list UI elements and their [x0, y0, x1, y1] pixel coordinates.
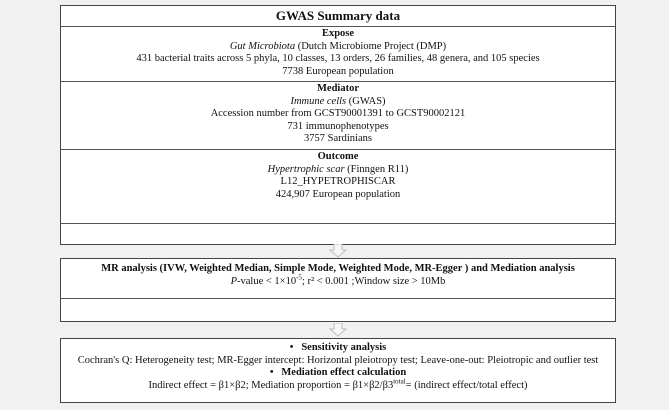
- mr-criteria: [61, 273, 615, 289]
- outcome-source: [61, 164, 615, 177]
- outcome-source-italic: Hypertrophic scar: [267, 163, 345, 175]
- formula-sup: total: [393, 377, 406, 386]
- gwas-title: GWAS Summary data: [275, 8, 401, 23]
- outcome-heading: Outcome: [317, 151, 359, 162]
- expose-section: [61, 28, 615, 78]
- formula-rest: = (indirect effect/total effect): [405, 379, 528, 391]
- formula-text: Indirect effect = β1×β2; Mediation proportion = β1×β2/β3: [148, 379, 394, 391]
- mr-analysis-box: [60, 258, 616, 322]
- divider: [61, 26, 615, 27]
- gwas-summary-box: [60, 5, 616, 245]
- down-arrow-icon: [329, 244, 347, 258]
- mr-title: MR analysis (IVW, Weighted Median, Simple Mode, Weighted Mode, MR-Egger ) and Mediation analysis: [101, 263, 575, 274]
- mediator-population: 3757 Sardinians: [304, 133, 372, 145]
- outcome-code: L12_HYPETROPHISCAR: [280, 176, 396, 188]
- mediator-source-italic: Immune cells: [290, 95, 347, 107]
- outcome-source-rest: (Finngen R11): [344, 163, 409, 175]
- mediator-source: [61, 96, 615, 109]
- sensitivity-box: [60, 338, 616, 403]
- mediator-phenotypes: 731 immunophenotypes: [287, 120, 389, 132]
- down-arrow-icon: [329, 323, 347, 337]
- sensitivity-section: [61, 342, 615, 392]
- mr-section: [61, 263, 615, 288]
- sensitivity-tests: Cochran's Q: Heterogeneity test; MR-Egger intercept: Horizontal pleiotropy test; Leave-one-out: Pleiotropic and outlier test: [77, 354, 599, 366]
- divider: [61, 81, 615, 82]
- mediator-heading: Mediator: [317, 83, 359, 94]
- mediation-heading: Mediation effect calculation: [281, 367, 407, 379]
- mediator-section: [61, 83, 615, 146]
- divider: [61, 298, 615, 299]
- gwas-title-section: [61, 7, 615, 25]
- mediation-heading-line: [61, 367, 615, 380]
- sensitivity-heading-line: [61, 342, 615, 355]
- divider: [61, 223, 615, 224]
- expose-population: 7738 European population: [282, 65, 394, 77]
- outcome-section: [61, 151, 615, 201]
- mediator-source-rest: (GWAS): [346, 95, 386, 107]
- p-value-italic: P: [230, 275, 237, 287]
- mediator-accession: Accession number from GCST90001391 to GCST90002121: [210, 108, 466, 120]
- expose-source-italic: Gut Microbiota: [229, 40, 296, 52]
- bullet-icon: •: [289, 342, 294, 353]
- sensitivity-heading: Sensitivity analysis: [301, 342, 387, 353]
- outcome-population: 424,907 European population: [275, 188, 401, 200]
- p-value-exponent: -5: [296, 273, 302, 282]
- mr-criteria-rest: ; r² < 0.001 ;Window size > 10Mb: [301, 275, 446, 287]
- bullet-icon: •: [269, 367, 274, 379]
- expose-source: [61, 41, 615, 54]
- expose-heading: Expose: [321, 28, 355, 39]
- mediation-formula: [61, 377, 615, 393]
- expose-source-rest: (Dutch Microbiome Project (DMP): [295, 40, 447, 52]
- divider: [61, 149, 615, 150]
- expose-traits: 431 bacterial traits across 5 phyla, 10 classes, 13 orders, 26 families, 48 genera, and 105 species: [136, 53, 540, 65]
- p-value-text: -value < 1×10: [237, 275, 297, 287]
